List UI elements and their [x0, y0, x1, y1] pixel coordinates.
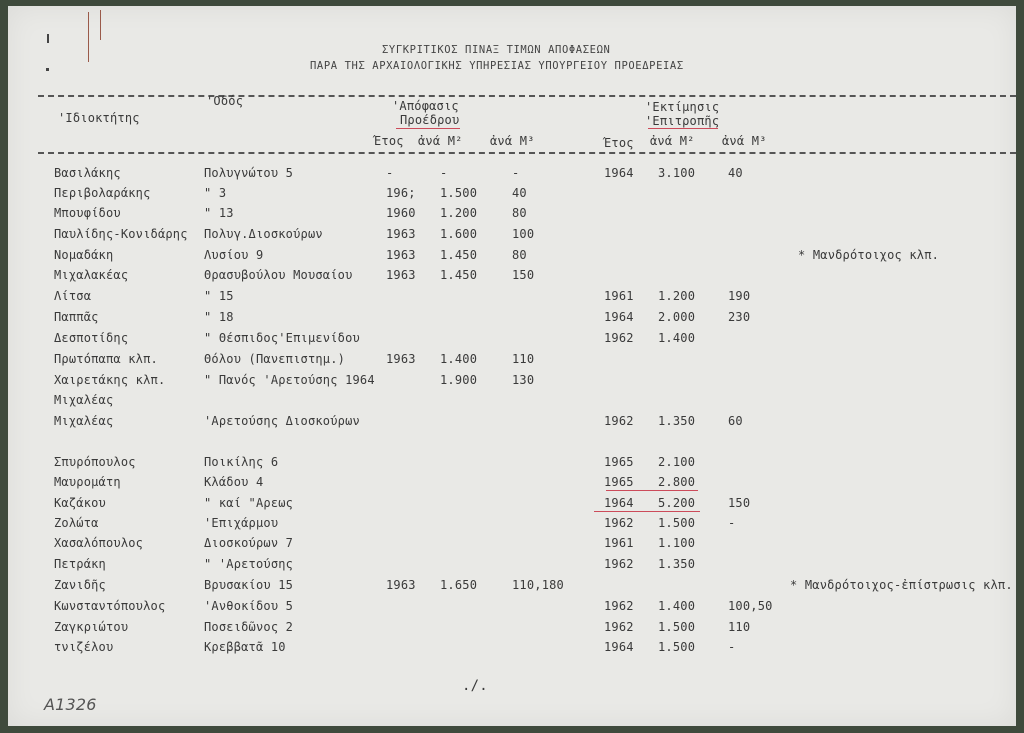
cell-street: Λυσίου 9 — [204, 248, 264, 262]
cell-street: " Πανός 'Αρετούσης 1964 — [204, 373, 375, 387]
cell-m2a: - — [440, 166, 448, 180]
cell-m3a: - — [512, 166, 520, 180]
cell-m3a: 80 — [512, 248, 527, 262]
cell-m3b: 40 — [728, 166, 743, 180]
cell-owner: Δεσποτίδης — [54, 331, 129, 345]
cell-y2: 1965 — [604, 475, 634, 489]
cell-y2: 1964 — [604, 166, 634, 180]
page-continuation-mark: ./. — [462, 678, 488, 694]
cell-street: Κλάδου 4 — [204, 475, 264, 489]
cell-m3b: 230 — [728, 310, 751, 324]
cell-y2: 1962 — [604, 331, 634, 345]
cell-street: 'Επιχάρμου — [204, 516, 279, 530]
header-m2-right: ἀνά M² — [650, 134, 695, 148]
document-page — [8, 6, 1016, 726]
cell-y2: 1964 — [604, 310, 634, 324]
cell-owner: Παυλίδης-Κονιδάρης — [54, 227, 188, 241]
cell-owner: Πετράκη — [54, 557, 106, 571]
cell-m3a: 40 — [512, 186, 527, 200]
cell-y2: 1964 — [604, 640, 634, 654]
header-rule-bottom — [38, 152, 1016, 154]
cell-owner: Κωνσταντόπουλος — [54, 599, 166, 613]
cell-note: * Μανδρότοιχος κλπ. — [798, 248, 940, 262]
cell-m2a: 1.900 — [440, 373, 478, 387]
cell-y2: 1962 — [604, 414, 634, 428]
cell-street: Ποσειδῶνος 2 — [204, 620, 294, 634]
cell-owner: Βασιλάκης — [54, 166, 121, 180]
pencil-mark — [88, 12, 89, 62]
cell-owner: Ζανιδῆς — [54, 578, 106, 592]
cell-owner: Ζολώτα — [54, 516, 99, 530]
cell-m2b: 2.800 — [658, 475, 696, 489]
cell-owner: Περιβολαράκης — [54, 186, 151, 200]
header-decision: 'Απόφασις — [392, 99, 459, 113]
header-assessment: 'Εκτίμησις — [645, 100, 720, 114]
cell-y2: 1962 — [604, 599, 634, 613]
cell-owner: Πρωτόπαπα κλπ. — [54, 352, 158, 366]
cell-m2b: 3.100 — [658, 166, 696, 180]
cell-street: Βρυσακίου 15 — [204, 578, 294, 592]
cell-owner: Χασαλόπουλος — [54, 536, 144, 550]
archive-id: A1326 — [44, 695, 97, 714]
cell-street: 'Αρετούσης Διοσκούρων — [204, 414, 360, 428]
header-rule-top — [38, 95, 1016, 97]
cell-m2b: 1.500 — [658, 640, 696, 654]
row-underline-2 — [594, 511, 700, 512]
cell-owner: Καζάκου — [54, 496, 106, 510]
cell-y2: 1961 — [604, 536, 634, 550]
cell-street: Πολυγνώτου 5 — [204, 166, 294, 180]
cell-street: Κρεββατᾶ 10 — [204, 640, 286, 654]
cell-m3a: 80 — [512, 206, 527, 220]
cell-y1: 1960 — [386, 206, 416, 220]
cell-street: Πολυγ.Διοσκούρων — [204, 227, 323, 241]
cell-y2: 1962 — [604, 557, 634, 571]
header-president: Προέδρου — [400, 113, 460, 127]
cell-y1: 1963 — [386, 227, 416, 241]
cell-m3a: 130 — [512, 373, 535, 387]
cell-street: " 3 — [204, 186, 227, 200]
cell-street: " 18 — [204, 310, 234, 324]
header-year-left: Έτος — [374, 134, 404, 148]
header-street: 'Οδός — [206, 94, 244, 108]
cell-street: " 'Αρετούσης — [204, 557, 294, 571]
cell-m3a: 110,180 — [512, 578, 564, 592]
cell-owner: Μιχαλακέας — [54, 268, 129, 282]
cell-m2b: 1.200 — [658, 289, 696, 303]
cell-m2a: 1.450 — [440, 248, 478, 262]
cell-owner: Μαυρομάτη — [54, 475, 121, 489]
cell-y2: 1962 — [604, 620, 634, 634]
cell-m3b: 190 — [728, 289, 751, 303]
cell-note: * Μανδρότοιχος-ἐπίστρωσις κλπ. — [790, 578, 1013, 592]
cell-street: Ποικίλης 6 — [204, 455, 279, 469]
cell-m3a: 100 — [512, 227, 535, 241]
title-line-1: ΣΥΓΚΡΙΤΙΚΟΣ ΠΙΝΑΞ ΤΙΜΩΝ ΑΠΟΦΑΣΕΩΝ — [382, 44, 611, 56]
cell-m2a: 1.200 — [440, 206, 478, 220]
cell-m2b: 1.500 — [658, 620, 696, 634]
title-line-2: ΠΑΡΑ ΤΗΣ ΑΡΧΑΙΟΛΟΓΙΚΗΣ ΥΠΗΡΕΣΙΑΣ ΥΠΟΥΡΓΕΙΟΥ ΠΡΟΕΔΡΕΙΑΣ — [310, 60, 684, 72]
cell-m2a: 1.500 — [440, 186, 478, 200]
cell-m2b: 1.400 — [658, 599, 696, 613]
cell-owner: τνιζέλου — [54, 640, 114, 654]
cell-owner: Μιχαλέας — [54, 414, 114, 428]
cell-m2a: 1.450 — [440, 268, 478, 282]
cell-m3b: 110 — [728, 620, 751, 634]
cell-owner: Λίτσα — [54, 289, 92, 303]
cell-owner: Παππᾶς — [54, 310, 99, 324]
cell-y1: 1963 — [386, 248, 416, 262]
cell-m3b: 150 — [728, 496, 751, 510]
cell-y1: 1963 — [386, 268, 416, 282]
header-committee-underline — [648, 128, 718, 129]
cell-m3b: - — [728, 640, 736, 654]
punch-mark — [47, 34, 49, 43]
cell-m2b: 5.200 — [658, 496, 696, 510]
cell-m3b: 100,50 — [728, 599, 773, 613]
cell-owner: Ζαγκριώτου — [54, 620, 129, 634]
cell-owner: Σπυρόπουλος — [54, 455, 136, 469]
cell-m2b: 2.100 — [658, 455, 696, 469]
cell-street: " καί "Αρεως — [204, 496, 294, 510]
cell-m2b: 2.000 — [658, 310, 696, 324]
header-m3-right: ἀνά M³ — [722, 134, 767, 148]
cell-y2: 1964 — [604, 496, 634, 510]
cell-street: " 13 — [204, 206, 234, 220]
cell-m2b: 1.400 — [658, 331, 696, 345]
cell-owner: Μπουφίδου — [54, 206, 121, 220]
row-underline-1 — [606, 490, 698, 491]
cell-m2a: 1.650 — [440, 578, 478, 592]
cell-m3b: - — [728, 516, 736, 530]
cell-m2a: 1.600 — [440, 227, 478, 241]
cell-street: 'Ανθοκίδου 5 — [204, 599, 294, 613]
cell-y2: 1962 — [604, 516, 634, 530]
cell-y2: 1961 — [604, 289, 634, 303]
cell-m3a: 150 — [512, 268, 535, 282]
cell-m3a: 110 — [512, 352, 535, 366]
cell-y1: 1963 — [386, 352, 416, 366]
cell-y1: - — [386, 166, 394, 180]
cell-street: " Θέσπιδος'Επιμενίδου — [204, 331, 360, 345]
cell-y1: 1963 — [386, 578, 416, 592]
header-year-right: Έτος — [604, 136, 634, 150]
cell-m3b: 60 — [728, 414, 743, 428]
header-m3-left: ἀνά M³ — [490, 134, 535, 148]
cell-m2b: 1.350 — [658, 557, 696, 571]
header-committee: 'Επιτροπῆς — [645, 114, 720, 128]
cell-m2b: 1.100 — [658, 536, 696, 550]
cell-owner: Νομαδάκη — [54, 248, 114, 262]
cell-street: Θρασυβούλου Μουσαίου — [204, 268, 353, 282]
pencil-mark-2 — [100, 10, 101, 40]
cell-m2a: 1.400 — [440, 352, 478, 366]
cell-street: Διοσκούρων 7 — [204, 536, 294, 550]
cell-street: Θόλου (Πανεπιστημ.) — [204, 352, 346, 366]
cell-owner: Χαιρετάκης κλπ. — [54, 373, 166, 387]
cell-owner: Μιχαλέας — [54, 393, 114, 407]
cell-street: " 15 — [204, 289, 234, 303]
header-president-underline — [396, 128, 460, 129]
cell-m2b: 1.350 — [658, 414, 696, 428]
cell-y2: 1965 — [604, 455, 634, 469]
header-m2-left: ἀνά M² — [418, 134, 463, 148]
header-owner: 'Ιδιοκτήτης — [58, 111, 140, 125]
cell-m2b: 1.500 — [658, 516, 696, 530]
punch-dot — [46, 68, 49, 71]
cell-y1: 196; — [386, 186, 416, 200]
